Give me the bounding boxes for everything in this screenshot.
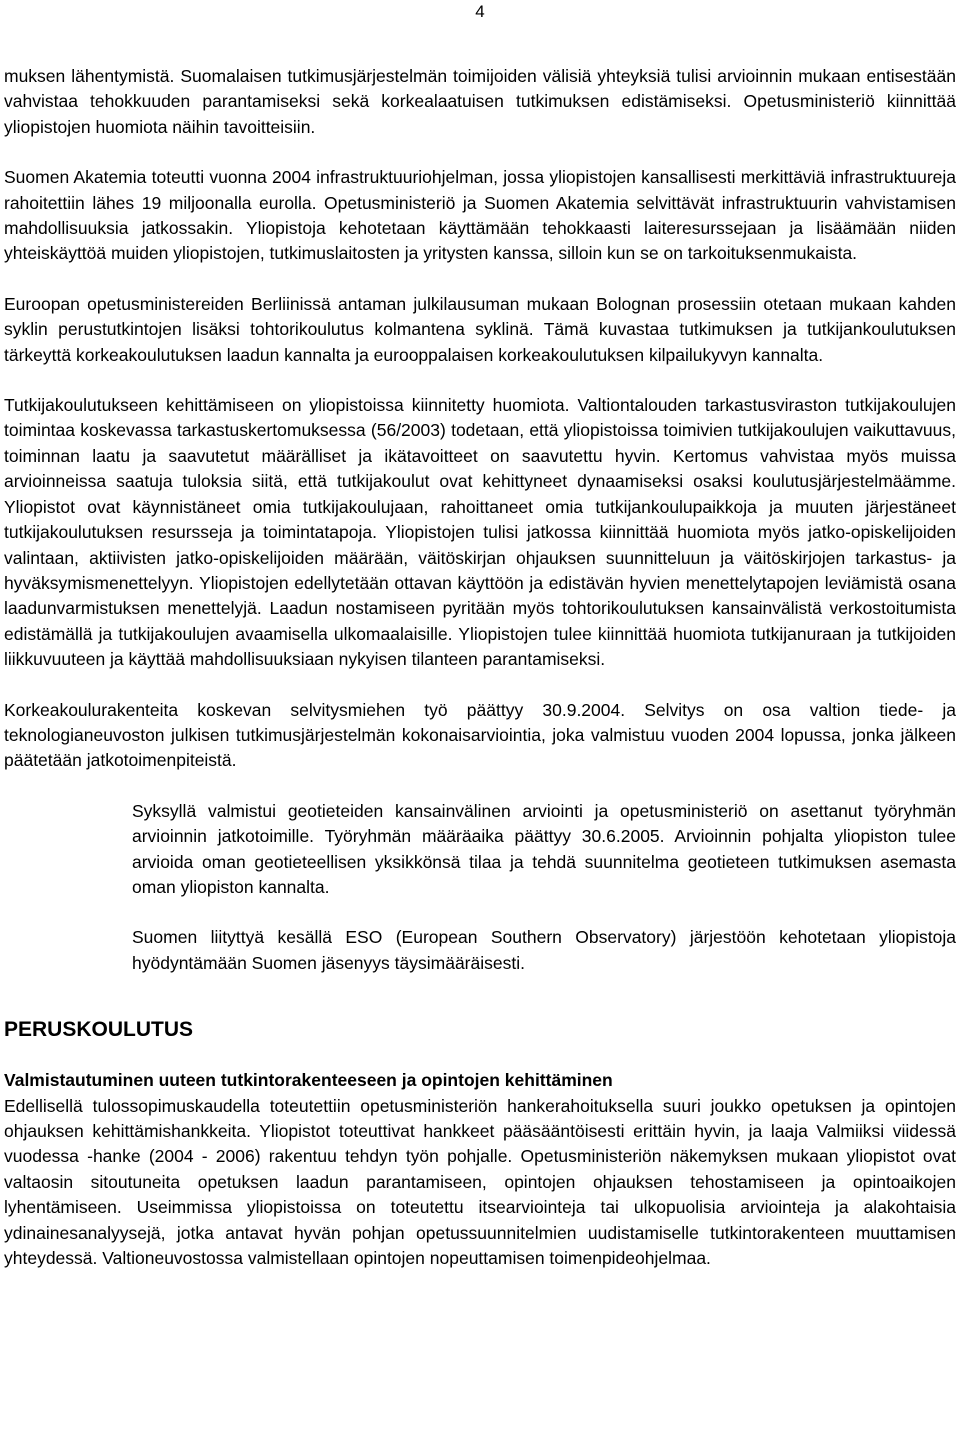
- paragraph-geosciences: Syksyllä valmistui geotieteiden kansainvälinen arviointi ja opetusministeriö on asettanut työryhmän arvioinnin jatkotoimille. Työryhmän määräaika päättyy 30.6.2005. Arvioinnin pohjalta yliopiston tulee arvioida oman geotieteellisen yksikkönsä tilaa ja tehdä suunnitelma geotieteen tutkimuksen asemasta oman yliopiston kannalta.: [132, 800, 956, 897]
- paragraph-teaching-development: Edellisellä tulossopimuskaudella toteutettiin opetusministeriön hankerahoituksella suuri joukko opetuksen ja opintojen ohjauksen kehittämishankkeita. Yliopistot toteuttivat hankkeet pääsääntöisesti erittäin hyvin, ja laaja Valmiiksi viidessä vuodessa -hanke (2004 - 2006) rakentuu tehdyn työn pohjalle. Opetusministeriön näkemyksen mukaan yliopistot ovat valtaosin sitoutuneita opetuksen laadun parantamiseen, opintojen ohjauksen tehostamiseen ja opintoaikojen lyhentämiseen. Useimmissa yliopistoissa on toteutettu itsearviointeja tai ulkopuolisia arviointeja ja alakohtaisia ydinainesanalyysejä, jotka antavat hyvän pohjan opetussuunnitelmien uudistamiselle tutkintorakenteen muuttamisen yhteydessä. Valtioneuvostossa valmistellaan opintojen nopeuttamisen toimenpideohjelmaa.: [4, 1095, 956, 1269]
- page-number: 4: [475, 2, 485, 21]
- paragraph-eso: Suomen liityttyä kesällä ESO (European Southern Observatory) järjestöön kehotetaan yliopistoja hyödyntämään Suomen jäsenyys täysimääräisesti.: [132, 927, 956, 973]
- paragraph-bologna: Euroopan opetusministereiden Berliinissä antaman julkilausuman mukaan Bolognan prosessiin otetaan mukaan kahden syklin perustutkintojen lisäksi tohtorikoulutus kolmantena syklinä. Tämä kuvastaa tutkimuksen ja tutkijankoulutuksen tärkeyttä korkeakoulutuksen laadun kannalta ja eurooppalaisen korkeakoulutuksen kilpailukyvyn kannalta.: [4, 293, 956, 365]
- section-heading: PERUSKOULUTUS: [4, 1018, 194, 1042]
- document-body: [4, 64, 956, 1271]
- paragraph-infrastructure: Suomen Akatemia toteutti vuonna 2004 infrastruktuuriohjelman, jossa yliopistojen kansallisesti merkittäviä infrastruktuureja rahoitettiin lähes 19 miljoonalla eurolla. Opetusministeriö ja Suomen Akatemia selvittävät infrastruktuurin vahvistamisen mahdollisuuksia jatkossakin. Yliopistoja kehotetaan käyttämään tehokkaasti laiteresurssejaan ja lisäämään niiden yhteiskäyttöä muiden yliopistojen, tutkimuslaitosten ja yritysten kanssa, silloin kun se on tarkoituksenmukaista.: [4, 167, 956, 264]
- paragraph-university-structures: Korkeakoulurakenteita koskevan selvitysmiehen työ päättyy 30.9.2004. Selvitys on osa valtion tiede- ja teknologianeuvoston julkisen tutkimusjärjestelmän kokonaisarviointia, joka valmistuu vuoden 2004 lopussa, jonka jälkeen päätetään jatkotoimenpiteistä.: [4, 699, 956, 771]
- paragraph-researcher-training: Tutkijakoulutukseen kehittämiseen on yliopistoissa kiinnitetty huomiota. Valtiontalouden tarkastusviraston tutkijakoulujen toimintaa koskevassa tarkastuskertomuksessa (56/2003) todetaan, että yliopistoissa toimivien tutkijakoulujen vaikuttavuus, toiminnan laatu ja saavutetut määrälliset ja ikätavoitteet on saavutettu hyvin. Kertomus vahvistaa myös muissa arvioinneissa saatuja tuloksia siitä, että tutkijakoulut ovat kehittyneet dynaamiseksi osaksi koulutusjärjestelmäämme. Yliopistot ovat käynnistäneet omia tutkijakoulujaan, rahoittaneet omia tutkijankoulupaikkoja ja muuten järjestäneet tutkijakoulutuksen resursseja ja toimintatapoja. Yliopistojen tulisi jatkossa kiinnittää huomiota myös jatko-opiskelijoiden valintaan, aktiivisten jatko-opiskelijoiden määrään, väitöskirjan ohjauksen suunnitteluun ja väitöskirjojen tarkastus- ja hyväksymismenettelyyn. Yliopistojen edellytetään ottavan käyttöön ja edistävän hyvien menettelytapojen leviämistä osana laadunvarmistuksen menettelyjä. Laadun nostamiseen pyritään myös tohtorikoulutuksen kansainvälistä verkostoitumista edistämällä ja tutkijakoulujen avaamisella ulkomaalaisille. Yliopistojen tulee kiinnittää huomiota tutkijanuraan ja tutkijoiden liikkuvuuteen ja käyttää mahdollisuuksiaan nykyisen tilanteen parantamiseksi.: [4, 395, 956, 670]
- paragraph-research-system: muksen lähentymistä. Suomalaisen tutkimusjärjestelmän toimijoiden välisiä yhteyksiä tulisi arvioinnin mukaan entisestään vahvistaa tehokkuuden parantamiseksi sekä korkealaatuisen tutkimuksen edistämiseksi. Opetusministeriö kiinnittää yliopistojen huomiota näihin tavoitteisiin.: [4, 66, 956, 137]
- subsection-heading: Valmistautuminen uuteen tutkintorakenteeseen ja opintojen kehittäminen: [4, 1070, 613, 1091]
